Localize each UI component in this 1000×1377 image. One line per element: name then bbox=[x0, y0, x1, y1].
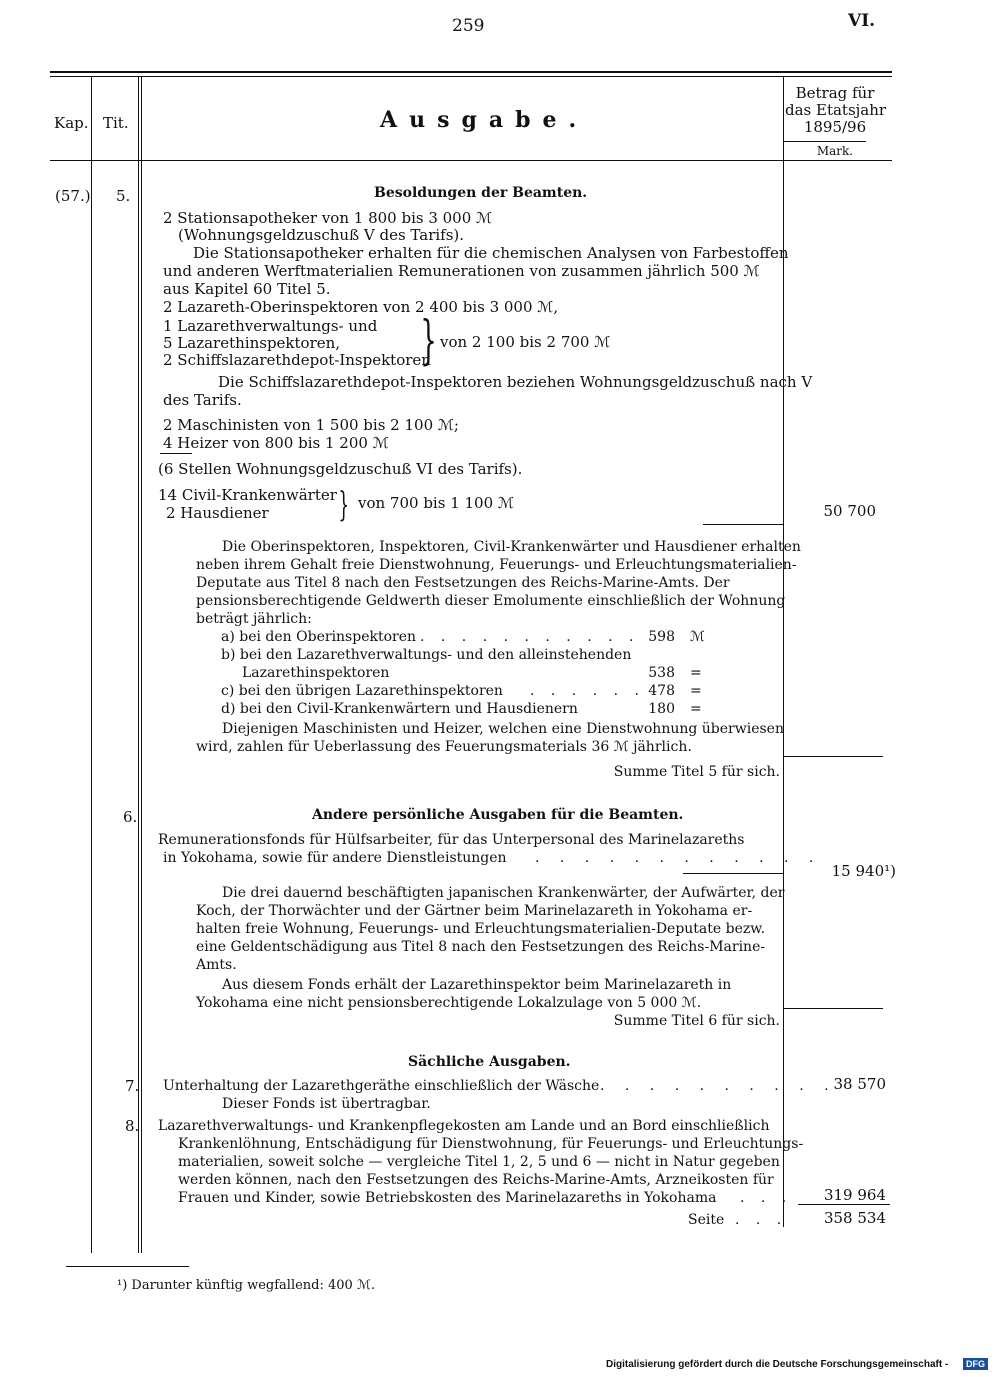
titel6-note-1: Koch, der Thorwächter und der Gärtner beim Marinelazareth in Yokohama er- bbox=[196, 903, 753, 919]
footnote: ¹) Darunter künftig wegfallend: 400 ℳ. bbox=[117, 1278, 375, 1293]
titel8-line-4: Frauen und Kinder, sowie Betriebskosten des Marinelazareths in Yokohama bbox=[178, 1190, 717, 1206]
titel5-note-0: Die Oberinspektoren, Inspektoren, Civil-Krankenwärter und Hausdiener erhalten bbox=[222, 539, 801, 555]
titel5-line2-3: 4 Heizer von 800 bis 1 200 ℳ bbox=[163, 434, 389, 452]
credit-text: Digitalisierung gefördert durch die Deutsche Forschungsgemeinschaft - bbox=[606, 1359, 949, 1370]
titel8-line-0: Lazarethverwaltungs- und Krankenpflegekosten am Lande und an Bord einschließlich bbox=[158, 1118, 770, 1134]
header-kap: Kap. bbox=[54, 114, 89, 132]
header-amount-line2: das Etatsjahr bbox=[785, 101, 887, 119]
amount-header-rule bbox=[783, 141, 866, 142]
page-number: 259 bbox=[452, 16, 485, 36]
titel6-line-1: in Yokohama, sowie für andere Dienstleistungen bbox=[163, 850, 507, 866]
header-tit: Tit. bbox=[103, 114, 129, 132]
titel5-item-a-leader: . . . . . . . . . . . bbox=[420, 629, 640, 645]
titel5-group2-range: von 700 bis 1 100 ℳ bbox=[358, 494, 514, 512]
saechlich-heading: Sächliche Ausgaben. bbox=[408, 1054, 571, 1070]
titel5-item-c-label: c) bei den übrigen Lazarethinspektoren bbox=[221, 683, 503, 699]
titel5-line-0: 2 Stationsapotheker von 1 800 bis 3 000 ℳ bbox=[163, 209, 493, 227]
group1-brace: } bbox=[420, 311, 437, 371]
titel7-number: 7. bbox=[125, 1077, 140, 1095]
titel5-group1-item-2: 2 Schiffslazarethdepot-Inspektoren bbox=[163, 351, 431, 369]
titel8-leader: . . . bbox=[740, 1190, 793, 1206]
titel5-group2-item-1: 2 Hausdiener bbox=[166, 504, 269, 522]
titel6-note-6: Yokohama eine nicht pensionsberechtigende Lokalzulage von 5 000 ℳ. bbox=[196, 995, 702, 1011]
col-divider-kap-tit bbox=[91, 77, 92, 1253]
titel6-number: 6. bbox=[123, 808, 138, 826]
footnote-rule bbox=[66, 1266, 189, 1267]
titel5-item-a-unit: ℳ bbox=[690, 629, 705, 645]
dfg-logo: DFG bbox=[963, 1358, 988, 1370]
titel5-line2-4: (6 Stellen Wohnungsgeldzuschuß VI des Tarifs). bbox=[158, 460, 523, 478]
header-amount-line3: 1895/96 bbox=[803, 118, 867, 136]
titel8-amount: 319 964 bbox=[823, 1186, 886, 1204]
titel5-line2-1: des Tarifs. bbox=[163, 391, 242, 409]
titel5-item-b-label2: Lazarethinspektoren bbox=[242, 665, 390, 681]
seite-total: 358 534 bbox=[823, 1209, 886, 1227]
titel8-line-1: Krankenlöhnung, Entschädigung für Dienstwohnung, für Feuerungs- und Erleuchtungs- bbox=[178, 1136, 804, 1152]
group2-brace: } bbox=[338, 485, 350, 525]
titel5-line-2: Die Stationsapotheker erhalten für die chemischen Analysen von Farbestoffen bbox=[193, 244, 789, 262]
titel6-sum-rule bbox=[783, 1008, 883, 1009]
titel5-item-c-leader: . . . . . . bbox=[530, 683, 645, 699]
titel5-item-d-value: 180 bbox=[648, 701, 675, 717]
header-bottom-rule bbox=[50, 160, 892, 161]
titel5-note2-1: wird, zahlen für Ueberlassung des Feuerungsmaterials 36 ℳ jährlich. bbox=[196, 739, 692, 755]
titel7-line2: Dieser Fonds ist übertragbar. bbox=[222, 1096, 431, 1112]
titel6-sum: Summe Titel 6 für sich. bbox=[613, 1013, 780, 1029]
titel5-item-c-value: 478 bbox=[648, 683, 675, 699]
titel5-item-b-value: 538 bbox=[648, 665, 675, 681]
col-divider-tit-text-b bbox=[141, 77, 142, 1253]
titel5-group1-range: von 2 100 bis 2 700 ℳ bbox=[440, 333, 611, 351]
titel6-amount: 15 940¹) bbox=[831, 862, 896, 880]
titel5-item-d-unit: = bbox=[690, 701, 702, 717]
titel5-line2-0: Die Schiffslazarethdepot-Inspektoren beziehen Wohnungsgeldzuschuß nach V bbox=[218, 373, 813, 391]
titel7-amount: 38 570 bbox=[833, 1075, 886, 1093]
seite-label: Seite bbox=[688, 1212, 725, 1228]
titel5-sum: Summe Titel 5 für sich. bbox=[613, 764, 780, 780]
titel5-item-b-label: b) bei den Lazarethverwaltungs- und den alleinstehenden bbox=[221, 647, 632, 663]
titel5-item-d-label: d) bei den Civil-Krankenwärtern und Hausdienern bbox=[221, 701, 578, 717]
titel6-note-5: Aus diesem Fonds erhält der Lazarethinspektor beim Marinelazareth in bbox=[222, 977, 732, 993]
titel5-line-1: (Wohnungsgeldzuschuß V des Tarifs). bbox=[178, 226, 465, 244]
titel5-item-c-unit: = bbox=[690, 683, 702, 699]
titel5-item-a-label: a) bei den Oberinspektoren bbox=[221, 629, 417, 645]
titel5-amount: 50 700 bbox=[823, 502, 876, 520]
titel8-amount-rule bbox=[798, 1204, 890, 1205]
header-title: Ausgabe. bbox=[380, 107, 589, 133]
titel5-item-a-value: 598 bbox=[648, 629, 675, 645]
titel5-group2-item-0: 14 Civil-Krankenwärter bbox=[158, 486, 337, 504]
titel7-leader: . . . . . . . . . . bbox=[600, 1078, 837, 1094]
titel5-note-4: beträgt jährlich: bbox=[196, 611, 312, 627]
titel6-note-0: Die drei dauernd beschäftigten japanischen Krankenwärter, der Aufwärter, der bbox=[222, 885, 785, 901]
titel8-line-2: materialien, soweit solche — vergleiche Titel 1, 2, 5 und 6 — nicht in Natur gegeben bbox=[178, 1154, 780, 1170]
titel5-heading: Besoldungen der Beamten. bbox=[374, 185, 588, 201]
titel8-line-3: werden können, nach den Festsetzungen des Reichs-Marine-Amts, Arzneikosten für bbox=[178, 1172, 774, 1188]
titel5-line2-2: 2 Maschinisten von 1 500 bis 2 100 ℳ; bbox=[163, 416, 459, 434]
titel8-number: 8. bbox=[125, 1117, 140, 1135]
titel5-note-1: neben ihrem Gehalt freie Dienstwohnung, Feuerungs- und Erleuchtungsmaterialien- bbox=[196, 557, 797, 573]
header-amount-line1: Betrag für bbox=[795, 84, 875, 102]
titel5-group1-item-0: 1 Lazarethverwaltungs- und bbox=[163, 317, 378, 335]
titel5-text-rule bbox=[703, 524, 783, 525]
titel5-line-3: und anderen Werftmaterialien Remunerationen von zusammen jährlich 500 ℳ bbox=[163, 262, 760, 280]
heizer-rule bbox=[160, 453, 192, 454]
titel6-note-4: Amts. bbox=[196, 957, 237, 973]
titel7-line1: Unterhaltung der Lazarethgeräthe einschließlich der Wäsche bbox=[163, 1078, 600, 1094]
header-amount-unit: Mark. bbox=[816, 144, 854, 158]
titel5-line-5: 2 Lazareth-Oberinspektoren von 2 400 bis 3 000 ℳ, bbox=[163, 298, 559, 316]
titel5-note2-0: Diejenigen Maschinisten und Heizer, welchen eine Dienstwohnung überwiesen bbox=[222, 721, 784, 737]
top-double-rule-2 bbox=[50, 76, 892, 77]
titel6-note-3: eine Geldentschädigung aus Titel 8 nach den Festsetzungen des Reichs-Marine- bbox=[196, 939, 766, 955]
titel5-number: 5. bbox=[116, 187, 131, 205]
titel6-leader: . . . . . . . . . . . . bbox=[535, 850, 822, 866]
section-number: VI. bbox=[848, 11, 876, 31]
titel5-note-2: Deputate aus Titel 8 nach den Festsetzungen des Reichs-Marine-Amts. Der bbox=[196, 575, 730, 591]
titel5-line-4: aus Kapitel 60 Titel 5. bbox=[163, 280, 331, 298]
titel6-text-rule bbox=[683, 873, 783, 874]
kapitel-number: (57.) bbox=[55, 187, 91, 205]
seite-leader: . . . bbox=[735, 1212, 788, 1228]
titel5-item-b-unit: = bbox=[690, 665, 702, 681]
titel6-line-0: Remunerationsfonds für Hülfsarbeiter, für das Unterpersonal des Marinelazareths bbox=[158, 832, 745, 848]
titel6-note-2: halten freie Wohnung, Feuerungs- und Erleuchtungsmaterialien-Deputate bezw. bbox=[196, 921, 766, 937]
titel5-sum-rule bbox=[783, 756, 883, 757]
titel5-group1-item-1: 5 Lazarethinspektoren, bbox=[163, 334, 341, 352]
top-double-rule-1 bbox=[50, 71, 892, 73]
titel6-heading: Andere persönliche Ausgaben für die Beamten. bbox=[312, 807, 684, 823]
titel5-note-3: pensionsberechtigende Geldwerth dieser Emolumente einschließlich der Wohnung bbox=[196, 593, 786, 609]
